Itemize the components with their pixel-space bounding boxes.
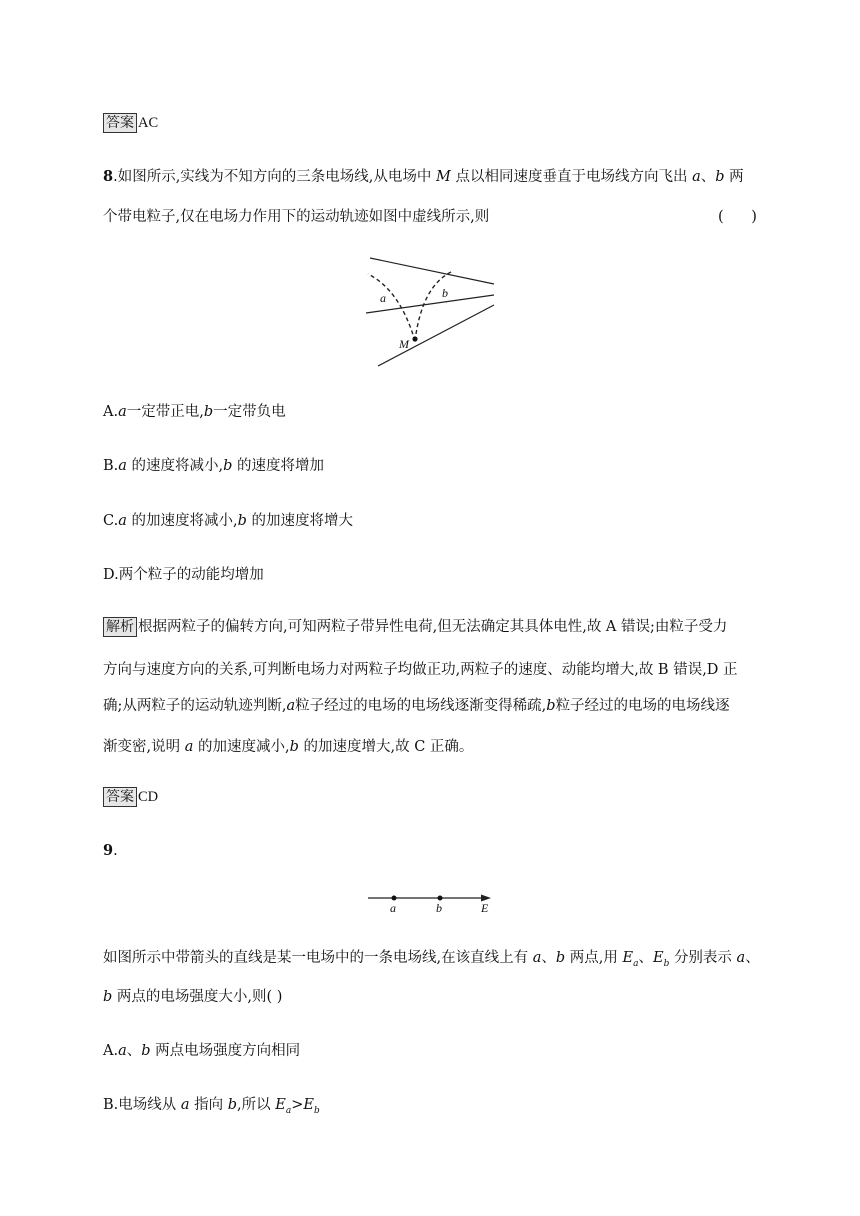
analysis-text: 渐变密,说明 — [103, 739, 181, 755]
q9-number: 9 — [103, 842, 114, 859]
analysis-line-4 — [103, 737, 473, 757]
option-prefix: A. — [103, 1043, 119, 1059]
option-var: a — [180, 1097, 190, 1113]
field-lines-figure — [360, 250, 500, 372]
option-sub: a — [285, 1105, 292, 1116]
option-var: b — [237, 513, 247, 529]
option-var: a — [118, 1043, 127, 1059]
option-text: 的速度将减小, — [131, 458, 224, 474]
q9-var: b — [103, 989, 113, 1005]
q8-answer-paren: ( ) — [718, 209, 757, 225]
q9-var: E — [652, 950, 664, 966]
q9-option-B — [103, 1095, 320, 1121]
analysis-var: b — [546, 698, 556, 714]
analysis-text: 的加速度增大,故 C 正确。 — [303, 739, 474, 755]
option-var: a — [118, 513, 127, 529]
q8-text: 两 — [729, 169, 744, 185]
answer-tag: 答案 — [103, 787, 137, 807]
point-a — [392, 896, 397, 901]
option-text: 一定带正电, — [126, 404, 204, 420]
q9-text: 两点的电场强度大小,则( ) — [116, 989, 283, 1005]
analysis-line-3 — [103, 696, 730, 716]
option-prefix: C. — [103, 513, 119, 529]
trajectory-b — [415, 271, 453, 341]
option-text: D.两个粒子的动能均增加 — [103, 567, 264, 583]
q8-text: 个带电粒子,仅在电场力作用下的运动轨迹如图中虚线所示,则 — [103, 209, 490, 225]
analysis-line-2 — [103, 660, 738, 680]
label-E: E — [481, 901, 489, 915]
answer-value: CD — [138, 789, 159, 805]
analysis-text: 确;从两粒子的运动轨迹判断, — [103, 698, 287, 714]
option-var: E — [275, 1097, 286, 1113]
q8-text: 点以相同速度垂直于电场线方向飞出 — [455, 169, 688, 185]
answer-value: AC — [138, 115, 159, 131]
option-text: B.电场线从 — [103, 1097, 177, 1113]
label-b: b — [442, 286, 448, 300]
q8-option-A — [103, 402, 286, 422]
option-text: 的加速度将减小, — [131, 513, 238, 529]
option-prefix: A. — [103, 404, 119, 420]
analysis-text: 方向与速度方向的关系,可判断电场力对两粒子均做正功,两粒子的速度、动能均增大,故 B 错误,D 正 — [103, 662, 738, 678]
q9-line-2 — [103, 987, 282, 1007]
option-text: 一定带负电 — [213, 404, 286, 420]
option-sub: b — [313, 1105, 320, 1116]
label-M: M — [399, 337, 409, 351]
point-b — [438, 896, 443, 901]
q9-text: 如图所示中带箭头的直线是某一电场中的一条电场线,在该直线上有 — [103, 950, 529, 966]
analysis-var: a — [286, 698, 296, 714]
q9-number-line — [103, 841, 118, 861]
q8-text: .如图所示,实线为不知方向的三条电场线,从电场中 — [113, 169, 432, 185]
q8-option-D — [103, 565, 264, 585]
option-text: ,所以 — [237, 1097, 271, 1113]
single-field-line-figure — [365, 888, 495, 918]
q9-line-1: 如图所示中带箭头的直线是某一电场中的一条电场线,在该直线上有 a、b 两点,用 $E_a$、$E_b$ 分别表示 a、 — [103, 950, 760, 969]
option-var: E — [303, 1097, 314, 1113]
analysis-text: 根据两粒子的偏转方向,可知两粒子带异性电荷,但无法确定其具体电性,故 A 错误;由粒子受力 — [138, 619, 728, 635]
q9-sub: b — [663, 958, 670, 969]
q9-var: E — [622, 950, 634, 966]
q9-sep: 、 — [541, 950, 556, 966]
option-sep: 、 — [126, 1043, 142, 1059]
option-var: b — [227, 1097, 238, 1113]
q9-dot: . — [113, 843, 118, 859]
option-text: > — [291, 1097, 304, 1113]
point-M — [412, 336, 417, 341]
q9-var: a — [736, 950, 746, 966]
q8-sep: 、 — [700, 169, 716, 185]
q8-option-C — [103, 511, 353, 531]
option-var: b — [203, 404, 214, 420]
q8-option-B — [103, 456, 324, 476]
analysis-text: 粒子经过的电场的电场线逐 — [555, 698, 730, 714]
q9-option-A — [103, 1041, 300, 1061]
q9-var: a — [532, 950, 542, 966]
q8-var-a: a — [692, 169, 701, 185]
q8-var-M: M — [436, 169, 451, 185]
q9-text: 分别表示 — [673, 950, 732, 966]
q9-var: b — [555, 950, 566, 966]
label-a: a — [390, 901, 396, 915]
answer-tag: 答案 — [103, 113, 137, 133]
option-var: a — [118, 458, 127, 474]
q8-line-2 — [103, 207, 489, 227]
q8-var-b: b — [715, 169, 725, 185]
analysis-text: 粒子经过的电场的电场线逐渐变得稀疏, — [295, 698, 547, 714]
q8-number: 8 — [103, 168, 114, 185]
analysis-text: 的加速度减小, — [197, 739, 290, 755]
option-text: 的加速度将增大 — [251, 513, 353, 529]
option-text: 两点电场强度方向相同 — [155, 1043, 301, 1059]
answer-line-1 — [103, 113, 158, 133]
q9-sep: 、 — [745, 950, 760, 966]
option-var: a — [118, 404, 127, 420]
analysis-var: a — [184, 739, 194, 755]
q9-text: 两点,用 — [569, 950, 618, 966]
field-line-top — [370, 258, 494, 284]
label-a: a — [380, 291, 386, 305]
q9-sub: a — [633, 958, 639, 969]
label-b: b — [436, 901, 442, 915]
analysis-tag: 解析 — [103, 617, 137, 637]
option-prefix: B. — [103, 458, 119, 474]
option-var: b — [223, 458, 233, 474]
q8-line-1 — [103, 167, 744, 187]
option-text: 指向 — [194, 1097, 224, 1113]
analysis-line-1 — [103, 617, 727, 637]
answer-line-2 — [103, 787, 158, 807]
field-line-bottom — [378, 305, 494, 366]
analysis-var: b — [289, 739, 299, 755]
option-text: 的速度将增加 — [237, 458, 325, 474]
option-var: b — [141, 1043, 151, 1059]
